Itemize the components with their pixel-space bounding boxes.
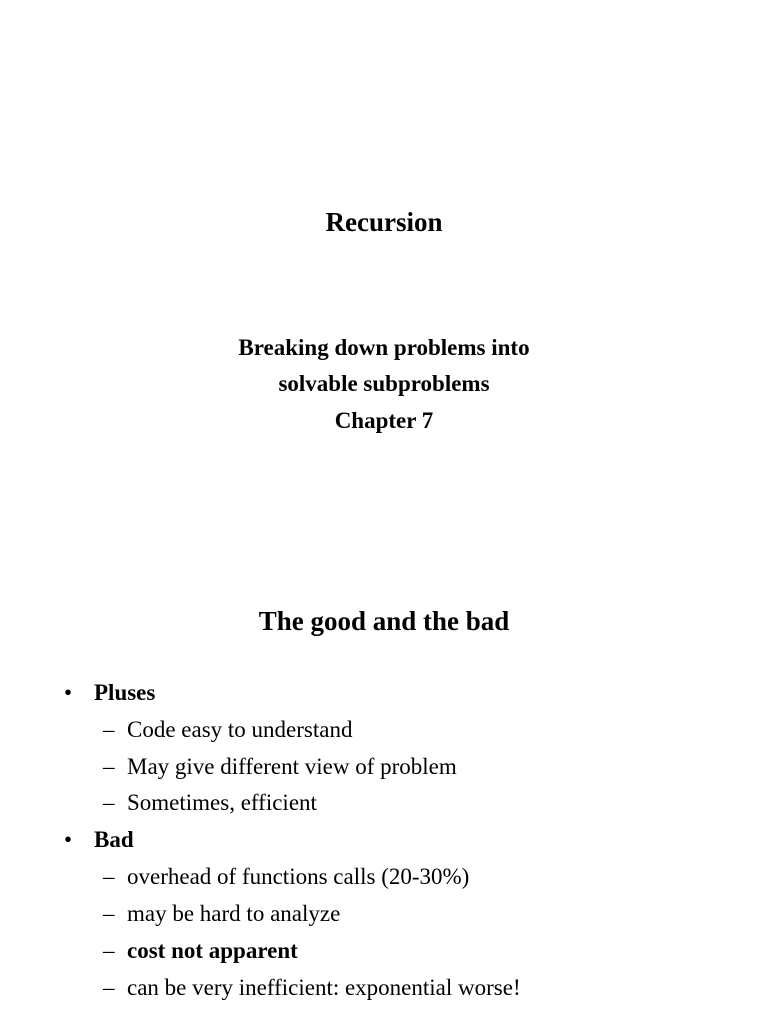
bullet-heading: Bad [94,827,134,852]
dash-glyph: – [103,754,115,779]
subtitle-line-1: Breaking down problems into [238,335,530,360]
dash-glyph: – [103,938,115,963]
sub-item-text: may be hard to analyze [127,901,341,926]
sub-item-text: overhead of functions calls (20-30%) [127,864,470,889]
dash-glyph: – [103,901,115,926]
slide-title-good-bad: The good and the bad [258,606,510,636]
bullet-glyph: • [64,680,73,705]
subtitle-line-chapter: Chapter 7 [334,408,434,433]
sub-item-text: Code easy to understand [127,717,353,742]
subtitle-line-2: solvable subproblems [278,371,490,396]
dash-glyph: – [103,717,115,742]
bullet-glyph: • [64,827,73,852]
dash-glyph: – [103,975,115,1000]
sub-item-text: May give different view of problem [127,754,457,779]
sub-item-text: cost not apparent [127,938,298,963]
dash-glyph: – [103,864,115,889]
slide-title-recursion: Recursion [325,207,443,237]
dash-glyph: – [103,790,115,815]
sub-item-text: Sometimes, efficient [127,790,317,815]
bullet-heading: Pluses [94,680,156,705]
sub-item-text: can be very inefficient: exponential worse! [127,975,521,1000]
